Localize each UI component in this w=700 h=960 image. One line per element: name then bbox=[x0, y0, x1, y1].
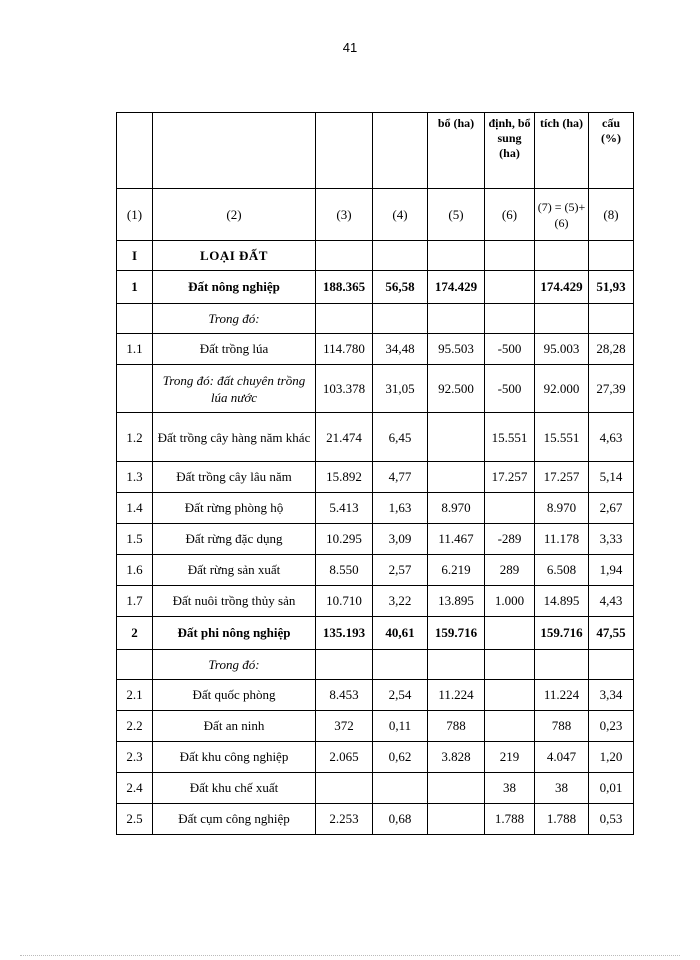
column-number-row bbox=[117, 189, 634, 241]
table-row bbox=[117, 334, 634, 365]
table-row bbox=[117, 804, 634, 835]
column-number: (6) bbox=[485, 189, 535, 241]
row-value: 103.378 bbox=[316, 365, 373, 413]
row-value bbox=[373, 773, 428, 804]
row-value: 15.892 bbox=[316, 462, 373, 493]
row-label: Đất cụm công nghiệp bbox=[153, 804, 316, 835]
column-number: (5) bbox=[428, 189, 485, 241]
header-cell: định, bổ sung (ha) bbox=[485, 113, 535, 189]
row-code: 1.3 bbox=[117, 462, 153, 493]
row-value: 3,09 bbox=[373, 524, 428, 555]
row-value bbox=[428, 462, 485, 493]
row-value: 8.970 bbox=[428, 493, 485, 524]
row-value bbox=[485, 304, 535, 334]
row-value: 92.500 bbox=[428, 365, 485, 413]
row-value: 1.000 bbox=[485, 586, 535, 617]
row-value: 1.788 bbox=[485, 804, 535, 835]
row-label: Đất rừng phòng hộ bbox=[153, 493, 316, 524]
row-value: 51,93 bbox=[589, 271, 634, 304]
row-value: 1,94 bbox=[589, 555, 634, 586]
row-value bbox=[535, 241, 589, 271]
header-cell bbox=[316, 113, 373, 189]
row-label: Đất nông nghiệp bbox=[153, 271, 316, 304]
row-value bbox=[485, 271, 535, 304]
row-label: Đất quốc phòng bbox=[153, 680, 316, 711]
row-value bbox=[428, 241, 485, 271]
table-row bbox=[117, 413, 634, 462]
row-code: 1.2 bbox=[117, 413, 153, 462]
column-number: (4) bbox=[373, 189, 428, 241]
row-value: 0,23 bbox=[589, 711, 634, 742]
row-value: 2,54 bbox=[373, 680, 428, 711]
row-value bbox=[373, 650, 428, 680]
table-row bbox=[117, 304, 634, 334]
row-value: 17.257 bbox=[535, 462, 589, 493]
row-value: 8.550 bbox=[316, 555, 373, 586]
table-row bbox=[117, 586, 634, 617]
row-value: 2.065 bbox=[316, 742, 373, 773]
row-value: 135.193 bbox=[316, 617, 373, 650]
row-value: 15.551 bbox=[485, 413, 535, 462]
row-value: 1,63 bbox=[373, 493, 428, 524]
row-label: LOẠI ĐẤT bbox=[153, 241, 316, 271]
row-code: 2.2 bbox=[117, 711, 153, 742]
row-value: 28,28 bbox=[589, 334, 634, 365]
table-row bbox=[117, 493, 634, 524]
table-row bbox=[117, 462, 634, 493]
row-label: Đất trồng cây lâu năm bbox=[153, 462, 316, 493]
header-cell: bổ (ha) bbox=[428, 113, 485, 189]
row-value: 5.413 bbox=[316, 493, 373, 524]
row-label: Đất khu chế xuất bbox=[153, 773, 316, 804]
row-value bbox=[316, 241, 373, 271]
row-value: 788 bbox=[428, 711, 485, 742]
table-row bbox=[117, 711, 634, 742]
row-value bbox=[428, 773, 485, 804]
row-label: Đất rừng sản xuất bbox=[153, 555, 316, 586]
column-number: (1) bbox=[117, 189, 153, 241]
row-label: Đất khu công nghiệp bbox=[153, 742, 316, 773]
row-value: 4.047 bbox=[535, 742, 589, 773]
row-value: 10.710 bbox=[316, 586, 373, 617]
row-value: 27,39 bbox=[589, 365, 634, 413]
row-label: Trong đó: bbox=[153, 304, 316, 334]
row-value: 2.253 bbox=[316, 804, 373, 835]
row-value bbox=[373, 241, 428, 271]
row-value bbox=[373, 304, 428, 334]
row-label: Đất trồng cây hàng năm khác bbox=[153, 413, 316, 462]
page-bottom-divider bbox=[20, 955, 680, 956]
row-value: 2,67 bbox=[589, 493, 634, 524]
row-label: Đất an ninh bbox=[153, 711, 316, 742]
row-code: I bbox=[117, 241, 153, 271]
header-cell bbox=[153, 113, 316, 189]
row-value: 0,11 bbox=[373, 711, 428, 742]
row-value: 31,05 bbox=[373, 365, 428, 413]
header-cell bbox=[373, 113, 428, 189]
row-value: 47,55 bbox=[589, 617, 634, 650]
row-value: 95.003 bbox=[535, 334, 589, 365]
row-code bbox=[117, 304, 153, 334]
row-code bbox=[117, 365, 153, 413]
row-value: 11.224 bbox=[428, 680, 485, 711]
table-row bbox=[117, 365, 634, 413]
row-value: 11.178 bbox=[535, 524, 589, 555]
row-value bbox=[428, 304, 485, 334]
table-row bbox=[117, 617, 634, 650]
row-value: 8.453 bbox=[316, 680, 373, 711]
row-value bbox=[485, 650, 535, 680]
row-code: 2.4 bbox=[117, 773, 153, 804]
table-row bbox=[117, 555, 634, 586]
row-value bbox=[485, 241, 535, 271]
column-number: (7) = (5)+(6) bbox=[535, 189, 589, 241]
column-number: (3) bbox=[316, 189, 373, 241]
row-value: 174.429 bbox=[535, 271, 589, 304]
row-value: 5,14 bbox=[589, 462, 634, 493]
row-code: 2.5 bbox=[117, 804, 153, 835]
row-value: 40,61 bbox=[373, 617, 428, 650]
row-value: 4,43 bbox=[589, 586, 634, 617]
row-value: 38 bbox=[485, 773, 535, 804]
row-value bbox=[535, 650, 589, 680]
page-number: 41 bbox=[342, 40, 358, 55]
row-value: 11.224 bbox=[535, 680, 589, 711]
row-value: -500 bbox=[485, 334, 535, 365]
row-code: 1.1 bbox=[117, 334, 153, 365]
row-label: Đất nuôi trồng thủy sản bbox=[153, 586, 316, 617]
land-use-table bbox=[116, 112, 634, 835]
row-code: 2 bbox=[117, 617, 153, 650]
column-number: (2) bbox=[153, 189, 316, 241]
row-value bbox=[485, 493, 535, 524]
row-value: 6.219 bbox=[428, 555, 485, 586]
row-value bbox=[316, 304, 373, 334]
row-value: 6,45 bbox=[373, 413, 428, 462]
row-label: Đất phi nông nghiệp bbox=[153, 617, 316, 650]
header-cell bbox=[117, 113, 153, 189]
row-value bbox=[428, 650, 485, 680]
row-value: 11.467 bbox=[428, 524, 485, 555]
row-value: 1,20 bbox=[589, 742, 634, 773]
row-value: 0,62 bbox=[373, 742, 428, 773]
row-code: 1 bbox=[117, 271, 153, 304]
row-value: 13.895 bbox=[428, 586, 485, 617]
row-code: 1.6 bbox=[117, 555, 153, 586]
row-value: 56,58 bbox=[373, 271, 428, 304]
row-value: 174.429 bbox=[428, 271, 485, 304]
row-value: 1.788 bbox=[535, 804, 589, 835]
row-value: 3,34 bbox=[589, 680, 634, 711]
table-header-row bbox=[117, 113, 634, 189]
row-value: 0,53 bbox=[589, 804, 634, 835]
row-value: -289 bbox=[485, 524, 535, 555]
row-value bbox=[589, 304, 634, 334]
row-value: 4,63 bbox=[589, 413, 634, 462]
row-value: 92.000 bbox=[535, 365, 589, 413]
row-label: Trong đó: bbox=[153, 650, 316, 680]
row-value bbox=[485, 711, 535, 742]
row-value bbox=[589, 241, 634, 271]
row-value: 4,77 bbox=[373, 462, 428, 493]
row-value: 3.828 bbox=[428, 742, 485, 773]
row-label: Đất trồng lúa bbox=[153, 334, 316, 365]
table-row bbox=[117, 742, 634, 773]
row-value: 372 bbox=[316, 711, 373, 742]
row-value: 788 bbox=[535, 711, 589, 742]
table-row bbox=[117, 680, 634, 711]
header-cell: tích (ha) bbox=[535, 113, 589, 189]
row-value: 3,22 bbox=[373, 586, 428, 617]
row-value: 17.257 bbox=[485, 462, 535, 493]
row-value: 114.780 bbox=[316, 334, 373, 365]
row-value: 10.295 bbox=[316, 524, 373, 555]
row-value bbox=[428, 413, 485, 462]
row-value: 3,33 bbox=[589, 524, 634, 555]
table-row bbox=[117, 271, 634, 304]
row-code: 1.5 bbox=[117, 524, 153, 555]
row-value bbox=[316, 650, 373, 680]
row-value: 2,57 bbox=[373, 555, 428, 586]
table-row bbox=[117, 773, 634, 804]
row-value bbox=[535, 304, 589, 334]
table-row bbox=[117, 241, 634, 271]
table-row bbox=[117, 650, 634, 680]
column-number: (8) bbox=[589, 189, 634, 241]
row-label: Đất rừng đặc dụng bbox=[153, 524, 316, 555]
row-value: 15.551 bbox=[535, 413, 589, 462]
row-value bbox=[428, 804, 485, 835]
row-value bbox=[589, 650, 634, 680]
row-code bbox=[117, 650, 153, 680]
row-value: 0,01 bbox=[589, 773, 634, 804]
row-value: 6.508 bbox=[535, 555, 589, 586]
row-value: 34,48 bbox=[373, 334, 428, 365]
table-row bbox=[117, 524, 634, 555]
row-value: 188.365 bbox=[316, 271, 373, 304]
row-label: Trong đó: đất chuyên trồng lúa nước bbox=[153, 365, 316, 413]
row-value bbox=[485, 680, 535, 711]
row-value: 38 bbox=[535, 773, 589, 804]
row-value: 0,68 bbox=[373, 804, 428, 835]
row-value: -500 bbox=[485, 365, 535, 413]
row-value: 289 bbox=[485, 555, 535, 586]
row-code: 1.7 bbox=[117, 586, 153, 617]
row-value: 159.716 bbox=[535, 617, 589, 650]
row-code: 1.4 bbox=[117, 493, 153, 524]
row-code: 2.3 bbox=[117, 742, 153, 773]
row-code: 2.1 bbox=[117, 680, 153, 711]
header-cell: cấu (%) bbox=[589, 113, 634, 189]
row-value: 159.716 bbox=[428, 617, 485, 650]
row-value: 21.474 bbox=[316, 413, 373, 462]
row-value: 219 bbox=[485, 742, 535, 773]
row-value bbox=[316, 773, 373, 804]
row-value: 8.970 bbox=[535, 493, 589, 524]
row-value: 14.895 bbox=[535, 586, 589, 617]
row-value bbox=[485, 617, 535, 650]
row-value: 95.503 bbox=[428, 334, 485, 365]
